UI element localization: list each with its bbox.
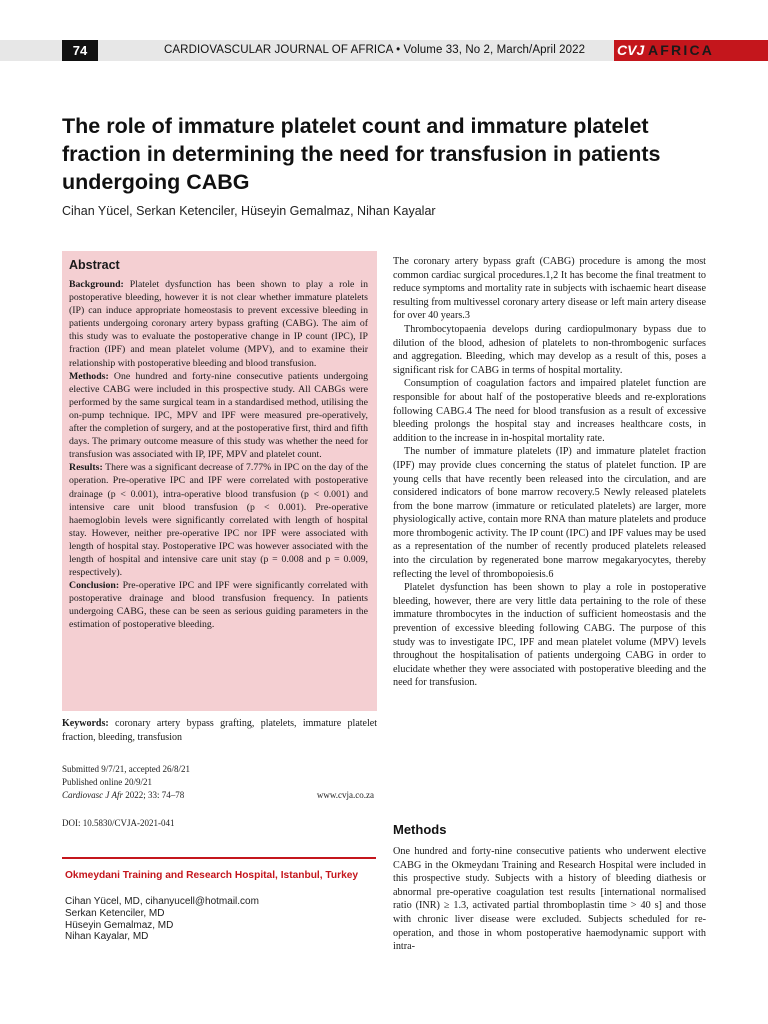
methods-label: Methods: — [69, 370, 109, 382]
author-contact: Cihan Yücel, MD, cihanyucell@hotmail.com — [65, 896, 259, 907]
intro-paragraph: The number of immature platelets (IP) and immature platelet fraction (IPF) may provide clues concerning the status of platelet function. IP are young cells that have recently been released into the circulation, and are considered indicators of bone marrow recovery.5 Newly released platelets from the bone marrow (immature or reticulated platelets) are larger, more physiologically active, contain more RNA than mature platelets and produce more thrombogenic activity. The IP count (IPC) and IPF values may be used as a representation of the number of recently produced platelets released into the circulation by regenerated bone marrow megakaryocytes, thereby reflecting the level of thrombopoiesis.6 — [393, 446, 706, 580]
article-title: The role of immature platelet count and immature platelet fraction in determining the need for transfusion in patients undergoing CABG — [62, 114, 661, 194]
journal-logo — [614, 40, 768, 61]
affiliation-people — [65, 896, 259, 943]
submitted-line: Submitted 9/7/21, accepted 26/8/21 — [62, 764, 190, 774]
results-text: There was a significant decrease of 7.77% in IPC on the day of the operation. Pre-operative IPC and IPF were correlated with postoperative drainage (p < 0.001), intra-operative blood transfusion (p < 0.001) and intensive care unit blood transfusion (p < 0.001). Pre-operative haemoglobin levels were significantly correlated with length of hospital stay. However, neither pre-operative IPC nor IPF were associated with length of hospital stay. Postoperative IPC was however associated with the length of hospital and intensive care unit stay (p = 0.008 and p = 0.009, respectively). — [69, 462, 368, 579]
conclusion-text: Pre-operative IPC and IPF were significantly correlated with postoperative drainage and blood transfusion frequency. In patients undergoing CABG, these can be seen as serious guiding parameters in the estimation of postoperative bleeding. — [69, 580, 368, 631]
abstract-methods — [69, 370, 368, 462]
keywords-text: coronary artery bypass grafting, platelets, immature platelet fraction, bleeding, transfusion — [62, 718, 377, 743]
journal-url[interactable]: www.cvja.co.za — [316, 790, 374, 800]
abstract-background — [69, 278, 368, 370]
intro-paragraph: Thrombocytopaenia develops during cardiopulmonary bypass due to dilution of the blood, adhesion of platelets to non-thrombogenic surfaces and aggregation. Bleeding, which may develop as a result of this, poses a significant risk for CABG in terms of hospital mortality. — [393, 323, 706, 376]
abstract-heading: Abstract — [69, 258, 120, 272]
doi[interactable]: DOI: 10.5830/CVJA-2021-041 — [62, 818, 175, 828]
logo-cvj-text: CVJ — [617, 42, 645, 58]
intro-paragraph: Platelet dysfunction has been shown to play a role in postoperative bleeding, however, there are very little data pertaining to the role of these immature thrombocytes in the induction of sufficient homeostasis and the prevention of excessive bleeding following CABG. The purpose of this study was to investigate IPC, IPF and mean platelet volume (MPV) levels throughout the hospitalisation of patients undergoing CABG in order to elucidate whether they were associated with postoperative bleeding and the need for transfusion. — [393, 582, 706, 689]
abstract-results — [69, 461, 368, 579]
published-line: Published online 20/9/21 — [62, 777, 152, 787]
submission-meta — [62, 763, 374, 802]
affiliation-institution: Okmeydani Training and Research Hospital, Istanbul, Turkey — [65, 870, 359, 881]
page-number: 74 — [62, 40, 98, 61]
abstract-box — [62, 251, 377, 711]
citation-details: 2022; 33: 74–78 — [123, 790, 185, 800]
background-text: Platelet dysfunction has been shown to play a role in postoperative bleeding, however it is not clear whether immature platelets (IP) can induce appropriate homeostasis to prevent excessive bleeding in patients undergoing coronary artery bypass grafting (CABG). The aim of this study was to evaluate the postoperative change in IP count (IPC), IP fraction (IPF) and mean platelet volume (MPV), and to examine their relationship with postoperative bleeding and blood transfusion. — [69, 279, 368, 369]
author-list: Cihan Yücel, Serkan Ketenciler, Hüseyin Gemalmaz, Nihan Kayalar — [62, 204, 436, 218]
methods-section — [393, 845, 706, 954]
background-label: Background: — [69, 279, 124, 290]
methods-heading: Methods — [393, 822, 447, 837]
running-head: CARDIOVASCULAR JOURNAL OF AFRICA • Volume 33, No 2, March/April 2022 — [164, 44, 586, 56]
conclusion-label: Conclusion: — [69, 580, 120, 592]
citation-line — [62, 789, 374, 802]
author-contact: Hüseyin Gemalmaz, MD — [65, 919, 174, 931]
methods-text: One hundred and forty-nine consecutive patients undergoing elective CABG were included in this prospective study. All CABGs were performed by the same surgical team in a standardised method, utilising the on-pump technique. IPC, MPV and IPF were measured pre-operatively, after the completion of surgery, and at the postoperative first, third and fifth days. The primary outcome measure of this study was whether the need for transfusion was associated with IP, IPF, MPV and platelet count. — [69, 370, 368, 461]
intro-paragraph: Consumption of coagulation factors and impaired platelet function are responsible for about half of the postoperative bleeds and re-explorations following CABG.4 The need for blood transfusion as a result of excessive bleeding prolongs the hospital stay and increases healthcare costs, in addition to the increase in in-hospital mortality rate. — [393, 378, 706, 444]
methods-paragraph: One hundred and forty-nine consecutive patients who underwent elective CABG in the Okmeydanı Training and Research Hospital were included in this prospective study. Subjects with a history of bleeding diathesis or abnormal pre-operative coagulation test results [international normalised ratio (INR) ≥ 1.3, activated partial thromboplastin time > 40 s] and those with chronic liver disease were excluded. Subjects scheduled for re-operation, and those in whom postoperative haemodynamic support with intra- — [393, 846, 706, 953]
citation-journal: Cardiovasc J Afr — [62, 790, 123, 800]
keywords — [62, 717, 377, 744]
results-label: Results: — [69, 462, 103, 474]
author-contact: Nihan Kayalar, MD — [65, 931, 149, 943]
abstract-conclusion — [69, 579, 368, 631]
affiliation-divider — [62, 857, 376, 859]
intro-paragraph: The coronary artery bypass graft (CABG) procedure is among the most common cardiac surgical procedures.1,2 It has become the final treatment to reduce symptoms and mortality rate in subjects with ischaemic heart disease resulting from multivessel coronary artery disease or left main artery disease for over 40 years.3 — [393, 256, 706, 322]
author-contact: Serkan Ketenciler, MD — [65, 907, 165, 919]
keywords-label: Keywords: — [62, 718, 109, 729]
logo-africa-text: AFRICA — [648, 42, 715, 58]
abstract-body — [69, 278, 368, 632]
introduction — [393, 255, 706, 690]
